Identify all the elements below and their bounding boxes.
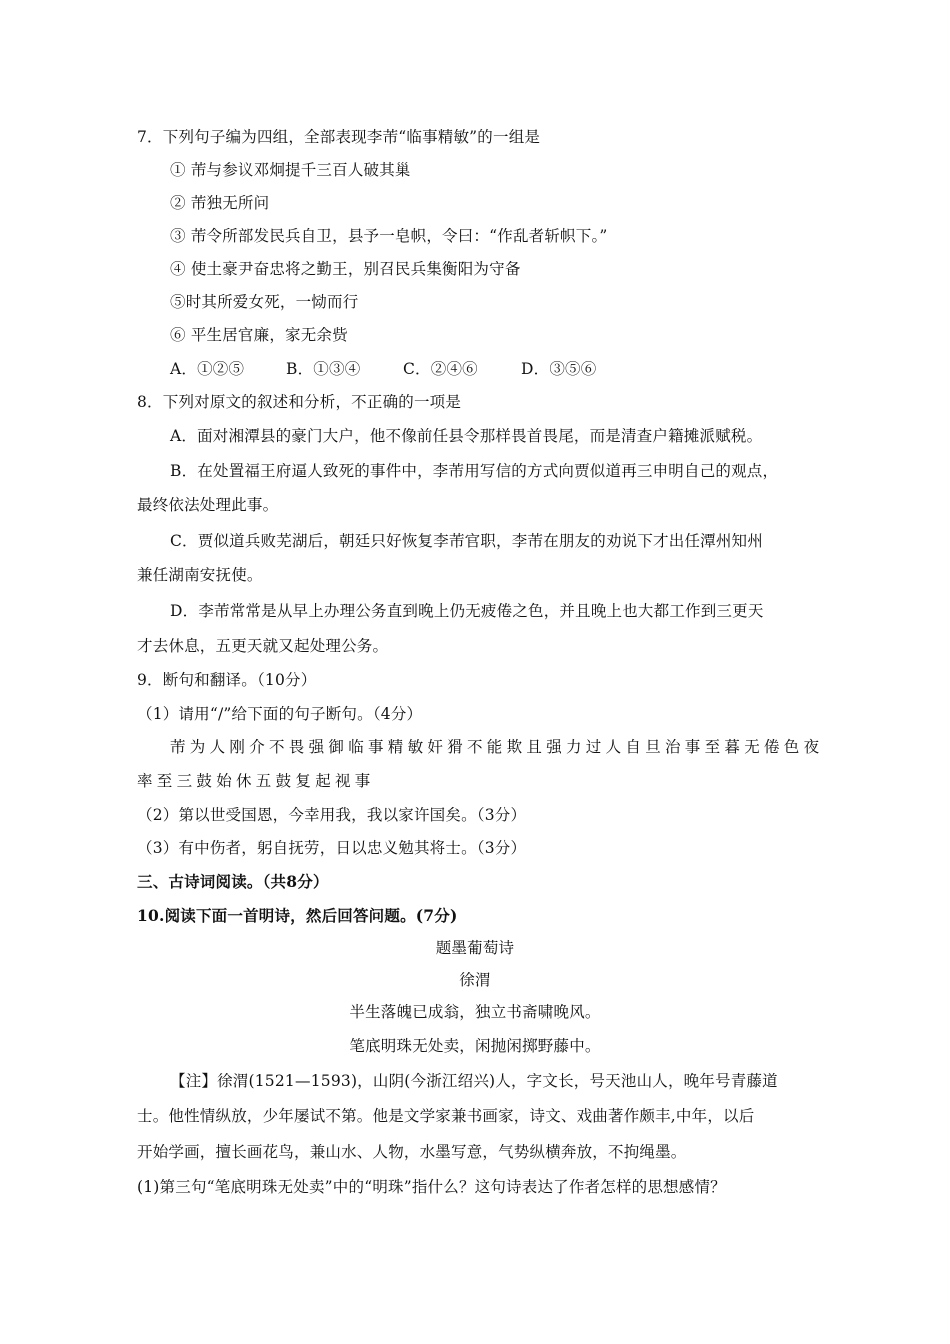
poem-note-line3: 开始学画，擅长画花鸟，兼山水、人物，水墨写意，气势纵横奔放，不拘绳墨。 xyxy=(137,1143,687,1161)
q7-item-3: ③ 芾令所部发民兵自卫，县予一皂帜，令曰：“作乱者斩帜下。” xyxy=(170,227,608,245)
poem-note-line1: 【注】徐渭(1521—1593)，山阴(今浙江绍兴)人，字文长，号天池山人，晚年号青藤道 xyxy=(170,1072,778,1090)
q7-item-4: ④ 使土豪尹奋忠将之勤王，别召民兵集衡阳为守备 xyxy=(170,260,521,278)
q8-option-b-line2: 最终依法处理此事。 xyxy=(137,496,279,514)
q9-passage-line1: 芾为人刚介不畏强御临事精敏奸猾不能欺且强力过人自旦治事至暮无倦色夜 xyxy=(170,738,824,756)
q8-option-a: A．面对湘潭县的豪门大户，他不像前任县令那样畏首畏尾，而是清查户籍摊派赋税。 xyxy=(170,427,763,445)
poem-line-1: 半生落魄已成翁，独立书斋啸晚风。 xyxy=(349,1003,601,1021)
q10-question-1: (1)第三句“笔底明珠无处卖”中的“明珠”指什么？这句诗表达了作者怎样的思想感情？ xyxy=(137,1178,726,1196)
q8-option-d-line1: D．李芾常常是从早上办理公务直到晚上仍无疲倦之色，并且晚上也大都工作到三更天 xyxy=(170,602,764,620)
q8-option-c-line2: 兼任湖南安抚使。 xyxy=(137,566,263,584)
q7-item-5: ⑤时其所爱女死，一恸而行 xyxy=(170,293,359,311)
q8-stem: 8．下列对原文的叙述和分析，不正确的一项是 xyxy=(137,393,462,411)
q7-option-d: D．③⑤⑥ xyxy=(521,360,597,378)
section-3-heading: 三、古诗词阅读。（共8分） xyxy=(137,872,329,891)
q8-option-d-line2: 才去休息，五更天就又起处理公务。 xyxy=(137,637,389,655)
q7-item-1: ① 芾与参议邓炯提千三百人破其巢 xyxy=(170,161,411,179)
q7-stem: 7．下列句子编为四组，全部表现李芾“临事精敏”的一组是 xyxy=(137,128,541,146)
poem-title: 题墨葡萄诗 xyxy=(435,939,515,957)
q8-option-c-line1: C．贾似道兵败芜湖后，朝廷只好恢复李芾官职，李芾在朋友的劝说下才出任潭州知州 xyxy=(170,532,763,550)
poem-line-2: 笔底明珠无处卖，闲抛闲掷野藤中。 xyxy=(349,1037,601,1055)
q7-option-b: B．①③④ xyxy=(286,360,361,378)
q9-passage-line2: 率至三鼓始休五鼓复起视事 xyxy=(137,772,375,790)
poem-author: 徐渭 xyxy=(459,971,491,989)
q7-option-a: A．①②⑤ xyxy=(170,360,245,378)
q7-item-2: ② 芾独无所问 xyxy=(170,194,270,212)
q9-part-3: （3）有中伤者，躬自抚劳，日以忠义勉其将士。（3分） xyxy=(137,839,527,857)
q7-option-c: C．②④⑥ xyxy=(403,360,478,378)
q10-stem: 10.阅读下面一首明诗，然后回答问题。(7分) xyxy=(137,906,458,925)
q7-item-6: ⑥ 平生居官廉，家无余赀 xyxy=(170,326,348,344)
q9-part-1: （1）请用“/”给下面的句子断句。（4分） xyxy=(137,705,423,723)
poem-note-line2: 士。他性情纵放，少年屡试不第。他是文学家兼书画家，诗文、戏曲著作颇丰,中年，以后 xyxy=(137,1107,755,1125)
q8-option-b-line1: B．在处置福王府逼人致死的事件中，李芾用写信的方式向贾似道再三申明自己的观点， xyxy=(170,462,779,480)
q9-part-2: （2）第以世受国恩，今幸用我，我以家许国矣。（3分） xyxy=(137,806,527,824)
q9-stem: 9．断句和翻译。（10分） xyxy=(137,671,317,689)
